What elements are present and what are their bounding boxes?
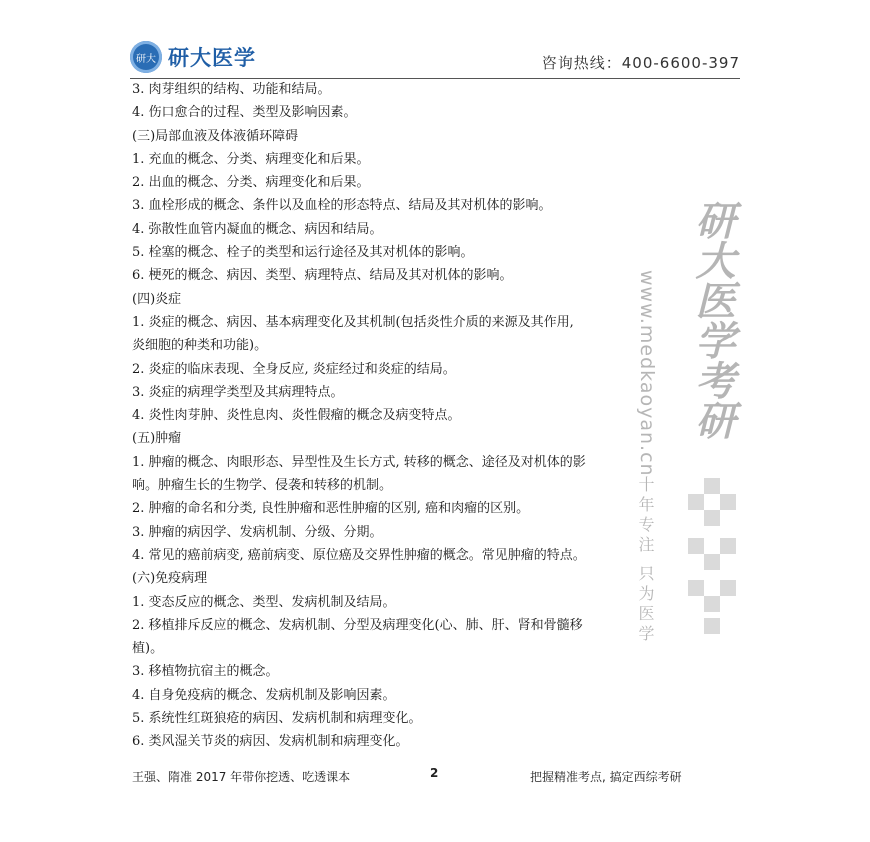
footer-right-text: 把握精准考点, 搞定西综考研 <box>530 770 682 784</box>
text-line: (六)免疫病理 <box>132 571 208 587</box>
text-line: 植)。 <box>132 641 164 657</box>
text-line: 2. 出血的概念、分类、病理变化和后果。 <box>132 175 370 191</box>
text-line: 3. 炎症的病理学类型及其病理特点。 <box>132 384 344 400</box>
text-line: 3. 肿瘤的病因学、发病机制、分级、分期。 <box>132 524 383 540</box>
text-line: 4. 常见的癌前病变, 癌前病变、原位癌及交界性肿瘤的概念。常见肿瘤的特点。 <box>132 547 586 563</box>
hotline-text: 咨询热线：400-6600-397 <box>541 54 740 72</box>
logo-emblem-icon <box>130 41 162 73</box>
text-line: 炎细胞的种类和功能)。 <box>132 338 268 354</box>
text-line: 2. 炎症的临床表现、全身反应, 炎症经过和炎症的结局。 <box>132 361 456 377</box>
text-line: 3. 血栓形成的概念、条件以及血栓的形态特点、结局及其对机体的影响。 <box>132 198 552 214</box>
text-line: 3. 肉芽组织的结构、功能和结局。 <box>132 82 331 97</box>
text-line: 1. 变态反应的概念、类型、发病机制及结局。 <box>132 594 396 610</box>
text-line: 5. 栓塞的概念、栓子的类型和运行途径及其对机体的影响。 <box>132 245 474 261</box>
text-line: 5. 系统性红斑狼疮的病因、发病机制和病理变化。 <box>132 711 422 727</box>
watermark-url: www.medkaoyan.cn <box>636 270 658 477</box>
text-line: (四)炎症 <box>132 291 182 307</box>
text-line: 4. 弥散性血管内凝血的概念、病因和结局。 <box>132 221 383 237</box>
text-line: 响。肿瘤生长的生物学、侵袭和转移的机制。 <box>132 478 393 494</box>
text-line: 4. 伤口愈合的过程、类型及影响因素。 <box>132 105 357 121</box>
page-header <box>130 40 740 80</box>
text-line: 1. 充血的概念、分类、病理变化和后果。 <box>132 151 370 167</box>
text-line: (三)局部血液及体液循环障碍 <box>132 128 299 144</box>
footer-left-text: 王强、隋准 2017 年带你挖透、吃透课本 <box>132 770 351 784</box>
logo-emblem-text: 研大 <box>136 53 156 65</box>
page-number: 2 <box>430 766 439 780</box>
text-line: 2. 移植排斥反应的概念、发病机制、分型及病理变化(心、肺、肝、肾和骨髓移 <box>132 617 583 633</box>
text-line: 4. 自身免疫病的概念、发病机制及影响因素。 <box>132 687 396 703</box>
text-line: 3. 移植物抗宿主的概念。 <box>132 664 279 680</box>
text-line: 1. 肿瘤的概念、肉眼形态、异型性及生长方式, 转移的概念、途径及对机体的影 <box>132 454 586 470</box>
text-line: 2. 肿瘤的命名和分类, 良性肿瘤和恶性肿瘤的区别, 癌和肉瘤的区别。 <box>132 501 530 517</box>
text-line: 6. 梗死的概念、病因、类型、病理特点、结局及其对机体的影响。 <box>132 268 513 284</box>
text-line: 4. 炎性肉芽肿、炎性息肉、炎性假瘤的概念及病变特点。 <box>132 408 461 424</box>
logo-text: 研大医学 <box>168 46 256 70</box>
text-line: 6. 类风湿关节炎的病因、发病机制和病理变化。 <box>132 734 409 750</box>
watermark-slogan: 十年专注 只为医学 <box>636 476 655 646</box>
brand-logo <box>130 40 256 74</box>
text-line: 1. 炎症的概念、病因、基本病理变化及其机制(包括炎性介质的来源及其作用, <box>132 314 574 330</box>
watermark-brand: 研大医学考研 <box>689 200 736 440</box>
document-body <box>132 78 742 754</box>
text-line: (五)肿瘤 <box>132 431 182 447</box>
